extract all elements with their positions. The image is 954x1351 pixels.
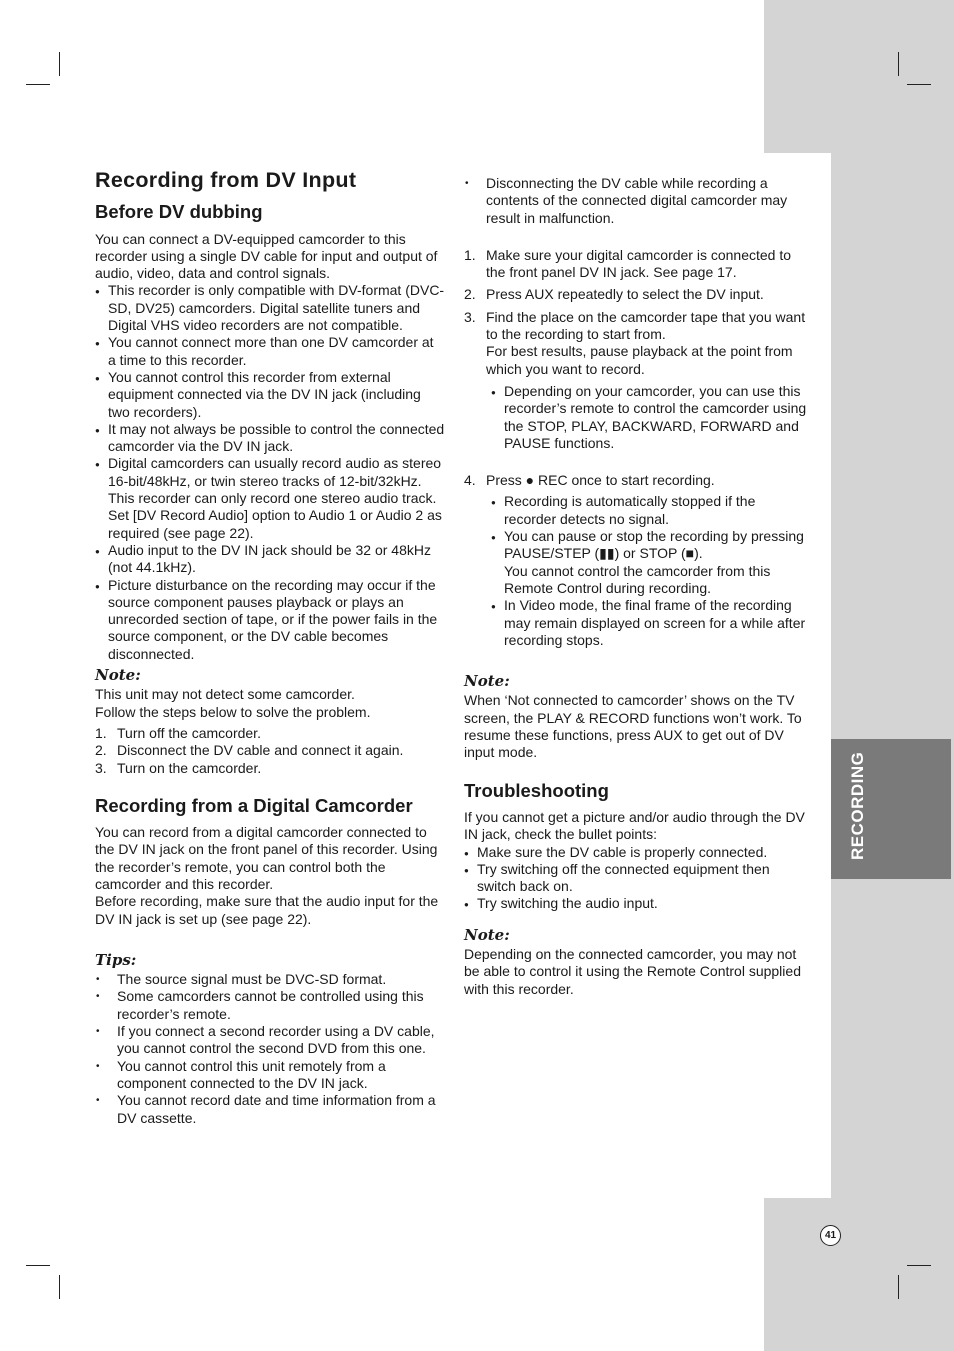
page-title: Recording from DV Input xyxy=(95,168,357,192)
crop-mark xyxy=(59,52,60,76)
step4 xyxy=(464,472,810,489)
left-column xyxy=(95,168,445,1127)
sidebar-bottom-band xyxy=(764,1198,954,1351)
page-number: 41 xyxy=(820,1225,841,1246)
note-text: When ‘Not connected to camcorder’ shows on the TV screen, the PLAY & RECORD functions won’t work. To resume these functions, press AUX to get out of DV input mode. xyxy=(464,692,802,761)
note-text: Depending on the connected camcorder, you may not be able to control it using the Remote Control supplied with this recorder. xyxy=(464,945,801,997)
note-steps xyxy=(95,725,445,777)
list-item: 2. Press AUX repeatedly to select the DV input. xyxy=(464,286,764,303)
crop-mark xyxy=(898,52,899,76)
list-item: • Disconnecting the DV cable while recording a contents of the connected digital camcorder may result in malfunction. xyxy=(464,175,810,227)
note-line: Follow the steps below to solve the problem. xyxy=(95,703,371,720)
list-item: ● In Video mode, the final frame of the recording may remain displayed on screen for a while after recording stops. xyxy=(464,597,810,649)
list-item: 1. Make sure your digital camcorder is connected to the front panel DV IN jack. See page 17. xyxy=(464,246,792,281)
steps-list xyxy=(464,247,810,378)
note-line: This unit may not detect some camcorder. xyxy=(95,686,355,703)
list-item: 2. Disconnect the DV cable and connect it again. xyxy=(95,742,404,759)
crop-mark xyxy=(907,1265,931,1266)
troubleshooting-bullets xyxy=(464,844,810,913)
tips-list xyxy=(95,971,445,1127)
list-item: ● Try switching the audio input. xyxy=(464,895,810,912)
list-item: • You cannot control this unit remotely from a component connected to the DV IN jack. xyxy=(95,1058,445,1093)
tips-heading: Tips: xyxy=(95,950,137,969)
note-heading: Note: xyxy=(464,672,510,691)
list-item: ● Picture disturbance on the recording may occur if the source component pauses playback or plays an unrecorded section of tape, or if the power fails in the source component, or the DV cable becomes disconnected. xyxy=(95,577,445,663)
before-dv-intro: You can connect a DV-equipped camcorder to this recorder using a single DV cable for input and output of audio, video, data and control signals. xyxy=(95,230,438,282)
crop-mark xyxy=(898,1275,899,1299)
list-item: 4. Press ● REC once to start recording. xyxy=(464,472,715,489)
list-item: 3. Turn on the camcorder. xyxy=(95,759,262,776)
troubleshooting-intro: If you cannot get a picture and/or audio through the DV IN jack, check the bullet points: xyxy=(464,808,805,843)
crop-mark xyxy=(26,1265,50,1266)
list-item: • The source signal must be DVC-SD format. xyxy=(95,971,445,988)
list-item: ● You cannot control this recorder from external equipment connected via the DV IN jack (including two recorders). xyxy=(95,369,445,421)
list-item: ● This recorder is only compatible with DV-format (DVC-SD, DV25) camcorders. Digital satellite tuners and Digital VHS video recorders are not compatible. xyxy=(95,282,445,334)
list-item: • If you connect a second recorder using a DV cable, you cannot control the second DVD from this one. xyxy=(95,1023,445,1058)
list-item: ● Recording is automatically stopped if the recorder detects no signal. xyxy=(464,493,810,528)
crop-mark xyxy=(59,1275,60,1299)
note-heading: Note: xyxy=(464,925,510,944)
note-heading: Note: xyxy=(95,666,141,685)
step4-bullets xyxy=(464,493,810,649)
digital-camcorder-heading: Recording from a Digital Camcorder xyxy=(95,794,413,816)
list-item: 3. Find the place on the camcorder tape that you want to the recording to start from. For best results, pause playback at the point from which you want to record. xyxy=(464,308,806,377)
right-column xyxy=(464,175,810,998)
list-item: ● Digital camcorders can usually record audio as stereo 16-bit/48kHz, or twin stereo tracks of 12-bit/32kHz. This recorder can only record one stereo audio track. Set [DV Record Audio] option to Audio 1 or Audio 2 as required (see page 22). xyxy=(95,455,445,541)
list-item: ● It may not always be possible to control the connected camcorder via the DV IN jack. xyxy=(95,421,445,456)
list-item: ● Audio input to the DV IN jack should be 32 or 48kHz (not 44.1kHz). xyxy=(95,542,445,577)
list-item: ● Make sure the DV cable is properly connected. xyxy=(464,844,810,861)
list-item: ● Depending on your camcorder, you can use this recorder’s remote to control the camcorder using the STOP, PLAY, BACKWARD, FORWARD and PAUSE functions. xyxy=(464,383,810,452)
before-dv-bullets xyxy=(95,282,445,663)
list-item: 1. Turn off the camcorder. xyxy=(95,724,261,741)
list-item: • You cannot record date and time information from a DV cassette. xyxy=(95,1092,445,1127)
crop-mark xyxy=(26,84,50,85)
step3-bullets xyxy=(464,383,810,452)
list-item: ● You can pause or stop the recording by pressing PAUSE/STEP (▮▮) or STOP (■). You cannot control the camcorder from this Remote Control during recording. xyxy=(464,528,810,597)
troubleshooting-heading: Troubleshooting xyxy=(464,779,609,801)
digital-paragraph: You can record from a digital camcorder connected to the DV IN jack on the front panel of this recorder. Using the recorder’s remote, you can control both the camcorder and this recorder. xyxy=(95,824,438,892)
list-item: • Some camcorders cannot be controlled using this recorder’s remote. xyxy=(95,988,445,1023)
top-bullet-list xyxy=(464,175,810,227)
sidebar-band xyxy=(831,0,954,1351)
digital-paragraph: Before recording, make sure that the audio input for the DV IN jack is set up (see page 22). xyxy=(95,893,439,927)
list-item: ● Try switching off the connected equipment then switch back on. xyxy=(464,861,810,896)
section-tab-label: RECORDING xyxy=(848,751,867,860)
before-dv-heading: Before DV dubbing xyxy=(95,201,263,223)
list-item: ● You cannot connect more than one DV camcorder at a time to this recorder. xyxy=(95,334,445,369)
crop-mark xyxy=(907,84,931,85)
